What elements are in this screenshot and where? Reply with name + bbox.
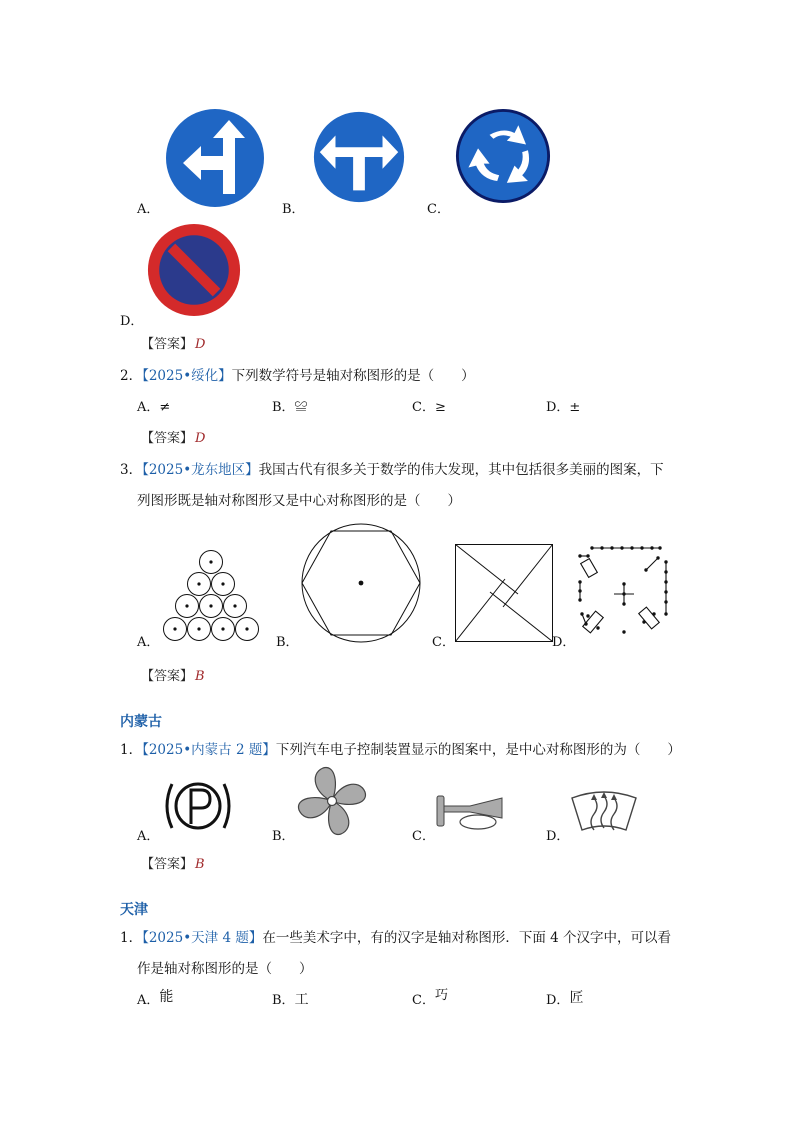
- question-text: 在一些美术字中，有的汉字是轴对称图形．下面 4 个汉字中，可以看: [262, 930, 672, 946]
- answer-value: D: [195, 431, 206, 446]
- nmg-answer: [141, 853, 205, 872]
- question-text: 下列数学符号是轴对称图形的是（ ）: [231, 368, 475, 384]
- tj-option-a[interactable]: [137, 989, 173, 1009]
- q2-option-c[interactable]: C．≥: [412, 400, 446, 415]
- tj-option-d[interactable]: [546, 989, 583, 1009]
- option-character: 巧: [434, 988, 448, 1003]
- q3-option-a[interactable]: A．: [137, 635, 160, 650]
- q3-stem-line2: 列图形既是轴对称图形又是中心对称图形的是（ ）: [137, 493, 461, 509]
- question-number: 1．: [120, 742, 143, 758]
- sign-c-roundabout: [455, 108, 551, 204]
- figure-b-hexagon-in-circle: [300, 522, 422, 644]
- question-source: 【2025•绥化】: [142, 368, 232, 384]
- icon-fan: [295, 764, 369, 838]
- nmg-option-a[interactable]: A．: [137, 829, 160, 844]
- option-character: 能: [159, 989, 174, 1005]
- tj-option-c[interactable]: [412, 989, 448, 1008]
- sign-a-straight-or-left: [165, 108, 265, 208]
- figure-c-pinwheel-square: [455, 544, 553, 642]
- tj-stem-line2: 作是轴对称图形的是（ ）: [137, 961, 313, 977]
- q1-answer: [141, 333, 205, 352]
- option-letter: D．: [546, 993, 570, 1008]
- section-title-nei-menggu: 内蒙古: [120, 714, 162, 730]
- option-character: 匠: [569, 990, 584, 1006]
- q2-stem: [120, 364, 475, 384]
- q1-option-a[interactable]: A．: [137, 202, 160, 217]
- q2-option-b[interactable]: B．≌: [272, 400, 308, 415]
- answer-value: D: [195, 337, 206, 352]
- sign-d-no-parking: [147, 223, 241, 317]
- q3-option-b[interactable]: B．: [276, 635, 299, 650]
- question-number: 2．: [120, 368, 143, 384]
- question-source: 【2025•内蒙古 2 题】: [142, 742, 276, 758]
- icon-windshield-defrost: [570, 790, 638, 838]
- nmg-option-d[interactable]: D．: [546, 829, 570, 844]
- option-letter: A．: [137, 993, 160, 1008]
- q2-option-d[interactable]: D．±: [546, 400, 581, 415]
- nmg-option-c[interactable]: C．: [412, 829, 435, 844]
- q3-answer: [141, 665, 205, 684]
- answer-value: B: [195, 857, 205, 872]
- q1-option-b[interactable]: B．: [282, 202, 305, 217]
- answer-value: B: [195, 669, 205, 684]
- question-text: 我国古代有很多关于数学的伟大发现，其中包括很多美丽的图案，下: [258, 462, 664, 478]
- question-source: 【2025•龙东地区】: [142, 462, 259, 478]
- q3-stem-line1: [120, 458, 664, 478]
- icon-horn: [436, 794, 506, 834]
- option-letter: C．: [412, 993, 435, 1008]
- icon-parking-p: [160, 776, 236, 836]
- answer-label: 【答案】: [141, 857, 194, 872]
- answer-label: 【答案】: [141, 669, 194, 684]
- question-text: 下列汽车电子控制装置显示的图案中，是中心对称图形的为（ ）: [275, 742, 681, 758]
- question-number: 3．: [120, 462, 143, 478]
- tj-option-b[interactable]: [272, 989, 309, 1009]
- option-character: 工: [294, 992, 309, 1008]
- section-title-tianjin: 天津: [120, 902, 148, 918]
- q1-option-d[interactable]: D．: [120, 314, 144, 329]
- figure-a-circle-triangle: [160, 550, 262, 644]
- q3-option-d[interactable]: D．: [552, 635, 576, 650]
- answer-label: 【答案】: [141, 337, 194, 352]
- nmg-option-b[interactable]: B．: [272, 829, 295, 844]
- answer-label: 【答案】: [141, 431, 194, 446]
- q2-answer: [141, 427, 205, 446]
- q2-option-a[interactable]: A．≠: [137, 400, 171, 415]
- question-number: 1．: [120, 930, 143, 946]
- q1-option-c[interactable]: C．: [427, 202, 450, 217]
- tj-stem-line1: [120, 926, 671, 946]
- figure-d-dot-pattern: [574, 544, 670, 640]
- question-source: 【2025•天津 4 题】: [142, 930, 263, 946]
- sign-b-left-or-right: [310, 108, 408, 206]
- option-letter: B．: [272, 993, 295, 1008]
- q3-option-c[interactable]: C．: [432, 635, 455, 650]
- nmg-stem: [120, 738, 681, 758]
